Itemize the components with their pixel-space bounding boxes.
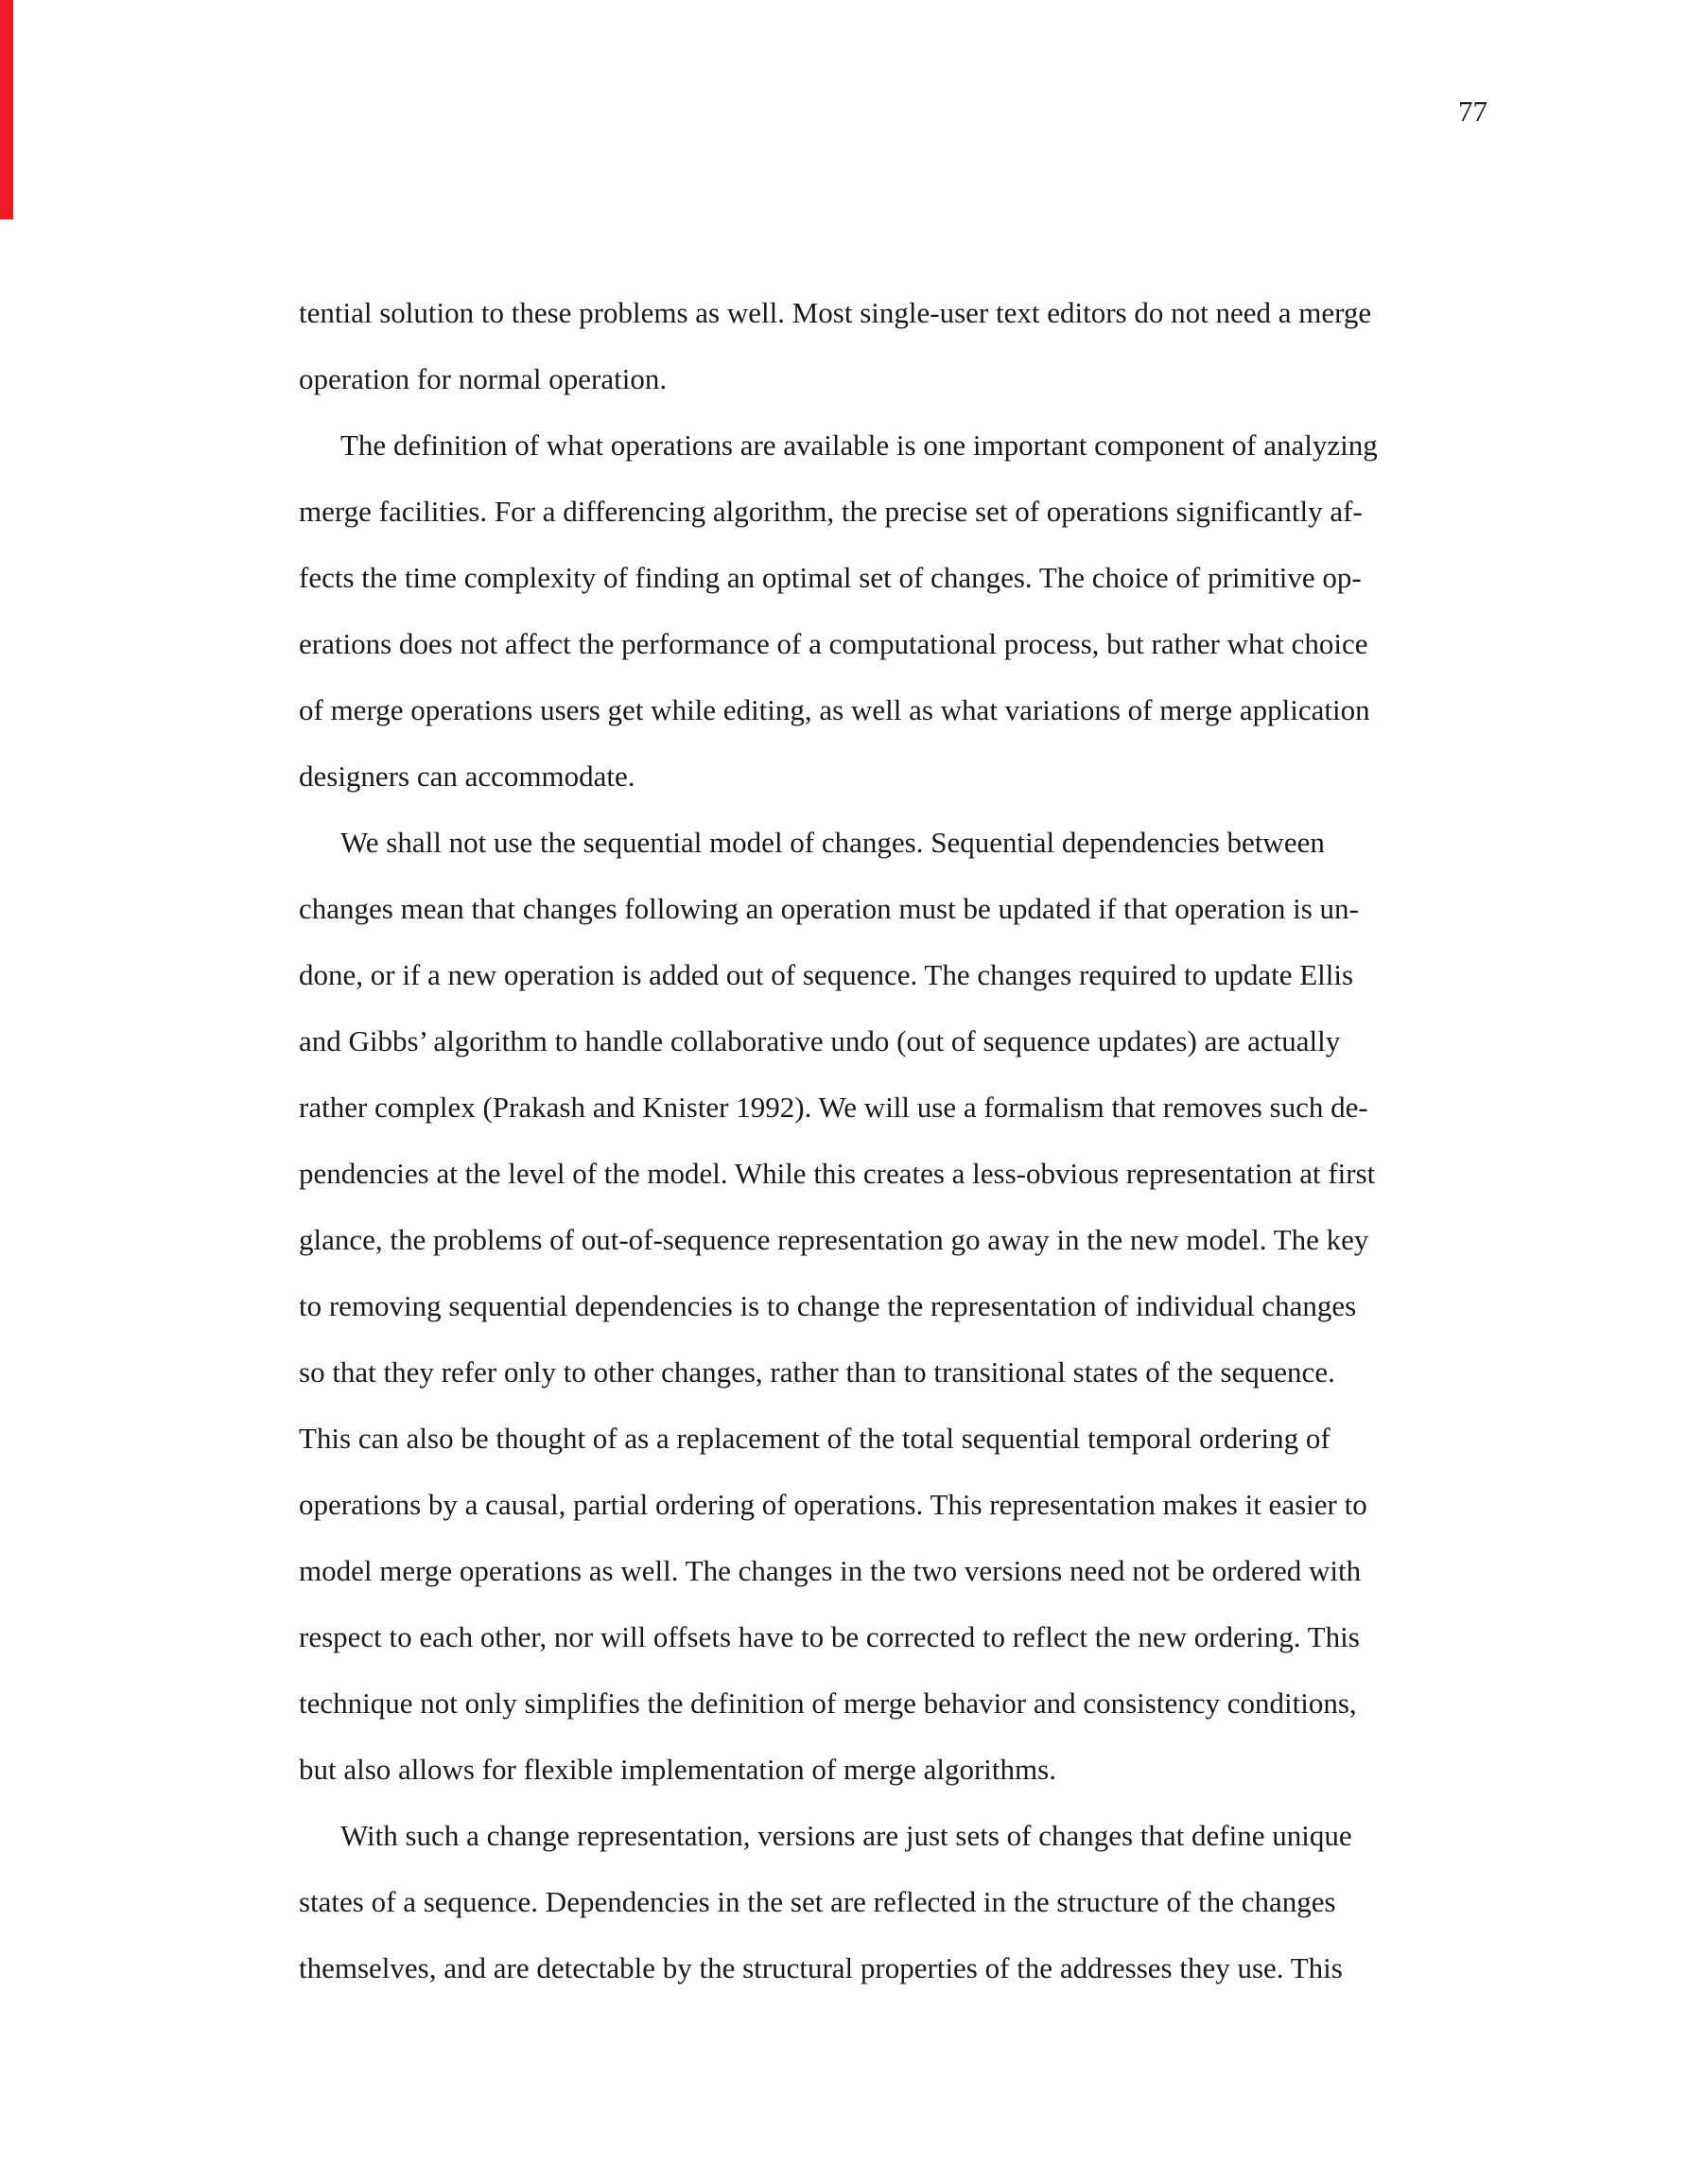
text-line: model merge operations as well. The changes in the two versions need not be ordered with <box>299 1554 1362 1587</box>
text-line: rather complex (Prakash and Knister 1992). We will use a formalism that removes such de- <box>299 1091 1368 1124</box>
text-line: erations does not affect the performance of a computational process, but rather what choice <box>299 627 1368 660</box>
text-line: With such a change representation, versions are just sets of changes that define unique <box>340 1819 1352 1852</box>
text-line: designers can accommodate. <box>299 760 635 793</box>
text-line: so that they refer only to other changes, rather than to transitional states of the sequence. <box>299 1355 1335 1389</box>
text-line: We shall not use the sequential model of changes. Sequential dependencies between <box>340 826 1325 859</box>
body-text <box>299 280 1481 2001</box>
text-line: operations by a causal, partial ordering of operations. This representation makes it easier to <box>299 1488 1367 1521</box>
text-line: of merge operations users get while editing, as well as what variations of merge application <box>299 693 1370 726</box>
text-line: technique not only simplifies the definition of merge behavior and consistency conditions, <box>299 1686 1357 1720</box>
text-line: tential solution to these problems as well. Most single-user text editors do not need a merge <box>299 296 1372 329</box>
text-line: respect to each other, nor will offsets have to be corrected to reflect the new ordering. This <box>299 1620 1360 1653</box>
text-line: changes mean that changes following an operation must be updated if that operation is un- <box>299 892 1359 925</box>
page-number: 77 <box>1458 95 1487 128</box>
text-line: merge facilities. For a differencing algorithm, the precise set of operations significantly af- <box>299 495 1363 528</box>
text-line: glance, the problems of out-of-sequence representation go away in the new model. The key <box>299 1223 1369 1256</box>
text-line: to removing sequential dependencies is to change the representation of individual changes <box>299 1289 1357 1322</box>
paragraph <box>299 280 1481 412</box>
paragraph <box>299 412 1481 810</box>
text-line: pendencies at the level of the model. While this creates a less-obvious representation at first <box>299 1157 1376 1190</box>
paragraph <box>299 810 1481 1803</box>
text-line: but also allows for flexible implementation of merge algorithms. <box>299 1753 1056 1786</box>
text-line: done, or if a new operation is added out of sequence. The changes required to update Ellis <box>299 958 1354 991</box>
text-line: themselves, and are detectable by the structural properties of the addresses they use. This <box>299 1951 1343 1984</box>
text-line: and Gibbs’ algorithm to handle collaborative undo (out of sequence updates) are actually <box>299 1024 1341 1057</box>
text-line: fects the time complexity of finding an optimal set of changes. The choice of primitive op- <box>299 561 1362 594</box>
left-edge-red-marker <box>0 0 13 219</box>
paragraph <box>299 1803 1481 2001</box>
text-line: This can also be thought of as a replacement of the total sequential temporal ordering of <box>299 1422 1330 1455</box>
text-line: states of a sequence. Dependencies in the set are reflected in the structure of the changes <box>299 1885 1336 1918</box>
text-line: operation for normal operation. <box>299 362 668 395</box>
text-line: The definition of what operations are available is one important component of analyzing <box>340 428 1378 462</box>
